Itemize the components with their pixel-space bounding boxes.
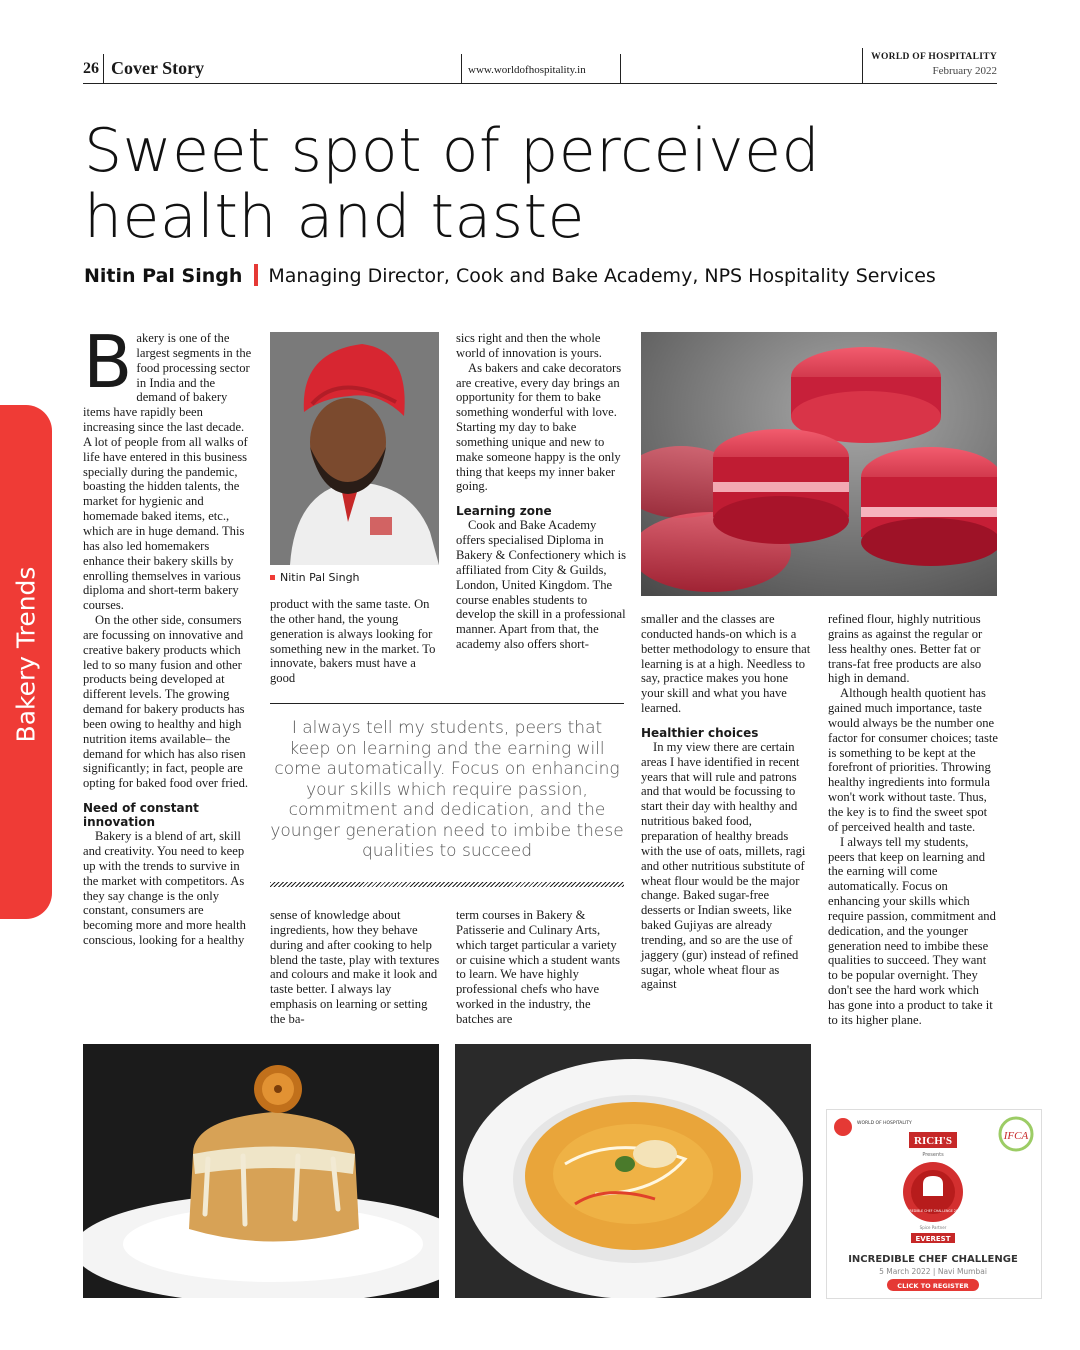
chef-hat-icon [923, 1176, 943, 1196]
subheading: Need of constant innovation [83, 801, 199, 830]
soup-illustration [455, 1044, 811, 1298]
macarons-illustration [641, 332, 997, 596]
paragraph: akery is one of the largest segments in the food processing sector in India and the demand of bakery items have rapidly been increasing since the last decade. A lot of people from all walks of life have entered in this business specially during the pandemic, boasting the hidden talents, the market for hygienic and homemade baked items, etc., which are in huge demand. This has also led homemakers enhance their bakery skills by enrolling themselves in various diploma and short-term bakery courses. [83, 331, 252, 613]
article-column-3-bottom [456, 908, 626, 1027]
ad-badge-text: INCREDIBLE CHEF CHALLENGE 2022 [903, 1209, 963, 1213]
author-name: Nitin Pal Singh [84, 265, 243, 287]
ad-logo-text: WORLD OF HOSPITALITY [857, 1121, 912, 1126]
article-column-1 [83, 320, 253, 948]
paragraph: Cook and Bake Academy offers specialised Diploma in Bakery & Confectionery which is affiliated from City & Guilds, London, United Kingdom. The course enables students to develop the skill in a professional manner. Apart from that, the academy also offers short- [456, 518, 626, 652]
ad-presents: Presents [922, 1152, 944, 1158]
issue-date: February 2022 [932, 65, 997, 77]
macarons-photo [641, 332, 997, 596]
photo-caption [270, 571, 360, 584]
article-column-3-top [456, 331, 626, 652]
header-rule [83, 83, 997, 84]
subheading: Learning zone [456, 504, 552, 519]
article-column-4 [641, 612, 811, 992]
author-portrait-illustration [270, 332, 439, 565]
caption-bullet [270, 575, 275, 580]
paragraph: term courses in Bakery & Patisserie and Culinary Arts, which target particular a variety or cuisine which a student wants to learn. We have highly professional chefs who have worked in the industry, the batches are [456, 908, 621, 1026]
subheading: Healthier choices [641, 725, 759, 740]
article-headline [84, 118, 984, 250]
ad-partner-label: Spice Partner [919, 1225, 947, 1230]
header-divider [103, 54, 104, 84]
magazine-name: WORLD OF HOSPITALITY [871, 52, 997, 62]
page-number: 26 [83, 60, 99, 77]
ad-date-place: 5 March 2022 | Navi Mumbai [879, 1267, 987, 1276]
headline-line-2: health and taste [84, 182, 585, 252]
paragraph: Although health quotient has gained much importance, taste would always be the number one factor for consumer choices; taste is something to be kept at the forefront of priorities. Throwing healthy ingredients into formula won't work without taste. Thus, the key is to find the sweet spot of perceived health and taste. [828, 686, 998, 834]
paragraph: I always tell my students, peers that keep on learning and the earning will come automatically. Focus on enhancing your skills which require passion, commitment and dedication, and the younger generation need to imbibe these qualities to succeed. They want to be popular overnight. They don't see the hard work which has gone into a product to take it to its higher plane. [828, 834, 996, 1027]
ad-brand: RICH'S [914, 1135, 952, 1147]
article-column-2-bottom [270, 908, 440, 1027]
caption-text: Nitin Pal Singh [280, 571, 360, 584]
soup-photo [455, 1044, 811, 1298]
paragraph: smaller and the classes are conducted hands-on which is a better methodology to ensure that learning is at a high. Needless to say, practice makes you hone your skill and what you have learned. [641, 612, 811, 716]
article-column-5 [828, 612, 998, 1028]
ad-right-logo: IFCA [1003, 1130, 1029, 1142]
paragraph: sics right and then the whole world of innovation is yours. [456, 331, 602, 360]
author-title: Managing Director, Cook and Bake Academy, NPS Hospitality Services [268, 265, 936, 287]
site-url[interactable]: www.worldofhospitality.in [468, 64, 586, 76]
woh-logo-icon [834, 1118, 852, 1136]
quote-top-rule [270, 703, 624, 704]
paragraph: In my view there are certain areas I have identified in recent years that will rule and patrons and that would be focussing to start their day with healthy and nutritious baked food, preparation of healthy breads with the use of oats, millets, ragi and other nutritious substitute of wheat flour would be the major change. Baked sugar-free desserts or Indian sweets, like baked Gujiyas are already trending, and so are the use of jaggery (gur) instead of refined sugar, whole wheat flour as against [641, 739, 806, 992]
section-title: Cover Story [111, 58, 205, 78]
paragraph: On the other side, consumers are focussing on innovative and creative bakery products which led to so many fusion and other products being developed at different levels. The growing demand for bakery products has been owing to healthy and high nutrition items available– the demand for which has also risen significantly; in fact, people are opting for baked food over fried. [83, 613, 249, 791]
side-tab-label: Bakery Trends [11, 566, 41, 743]
article-column-2-top [270, 597, 440, 686]
cake-photo [83, 1044, 439, 1298]
pull-quote: I always tell my students, peers that keep on learning and the earning will come automatically. Focus on enhancing your skills which require passion, commitment and dedication, and the younger generation need to imbibe these qualities to succeed [270, 718, 624, 861]
byline-separator [254, 264, 258, 286]
cake-illustration [83, 1044, 439, 1298]
chef-challenge-ad-graphic [827, 1110, 1041, 1298]
ad-cta: CLICK TO REGISTER [897, 1282, 969, 1290]
header-divider [862, 48, 863, 84]
paragraph: As bakers and cake decorators are creative, every day brings an opportunity for them to bake something wonderful with love. Starting my day to bake something unique and new to make someone happy is the only thing that keeps my inner baker going. [456, 360, 622, 494]
paragraph: refined flour, highly nutritious grains as against the regular or less healthy ones. Better fat or trans-fat free products are also high in demand. [828, 612, 983, 686]
headline-line-1: Sweet spot of perceived [84, 116, 821, 186]
ad-partner: EVEREST [915, 1235, 951, 1243]
ad-title: INCREDIBLE CHEF CHALLENGE [848, 1254, 1018, 1265]
drop-cap: B [83, 320, 133, 404]
chef-challenge-ad[interactable] [826, 1109, 1042, 1299]
paragraph: sense of knowledge about ingredients, how they behave during and after cooking to help blend the taste, play with textures and colours and make it look and taste better. I always lay emphasis on learning or setting the ba- [270, 908, 440, 1026]
header-divider [461, 54, 462, 84]
byline [84, 264, 936, 287]
paragraph: Bakery is a blend of art, skill and creativity. You need to keep up with the trends to survive in the market with competitors. As they say change is the only constant, consumers are becoming more and more health conscious, looking for a healthy [83, 829, 246, 948]
header-divider [620, 54, 621, 84]
quote-bottom-rule [270, 882, 624, 887]
author-photo [270, 332, 439, 565]
paragraph: product with the same taste. On the other hand, the young generation is always looking for something new in the market. To innovate, bakers must have a good [270, 597, 436, 686]
